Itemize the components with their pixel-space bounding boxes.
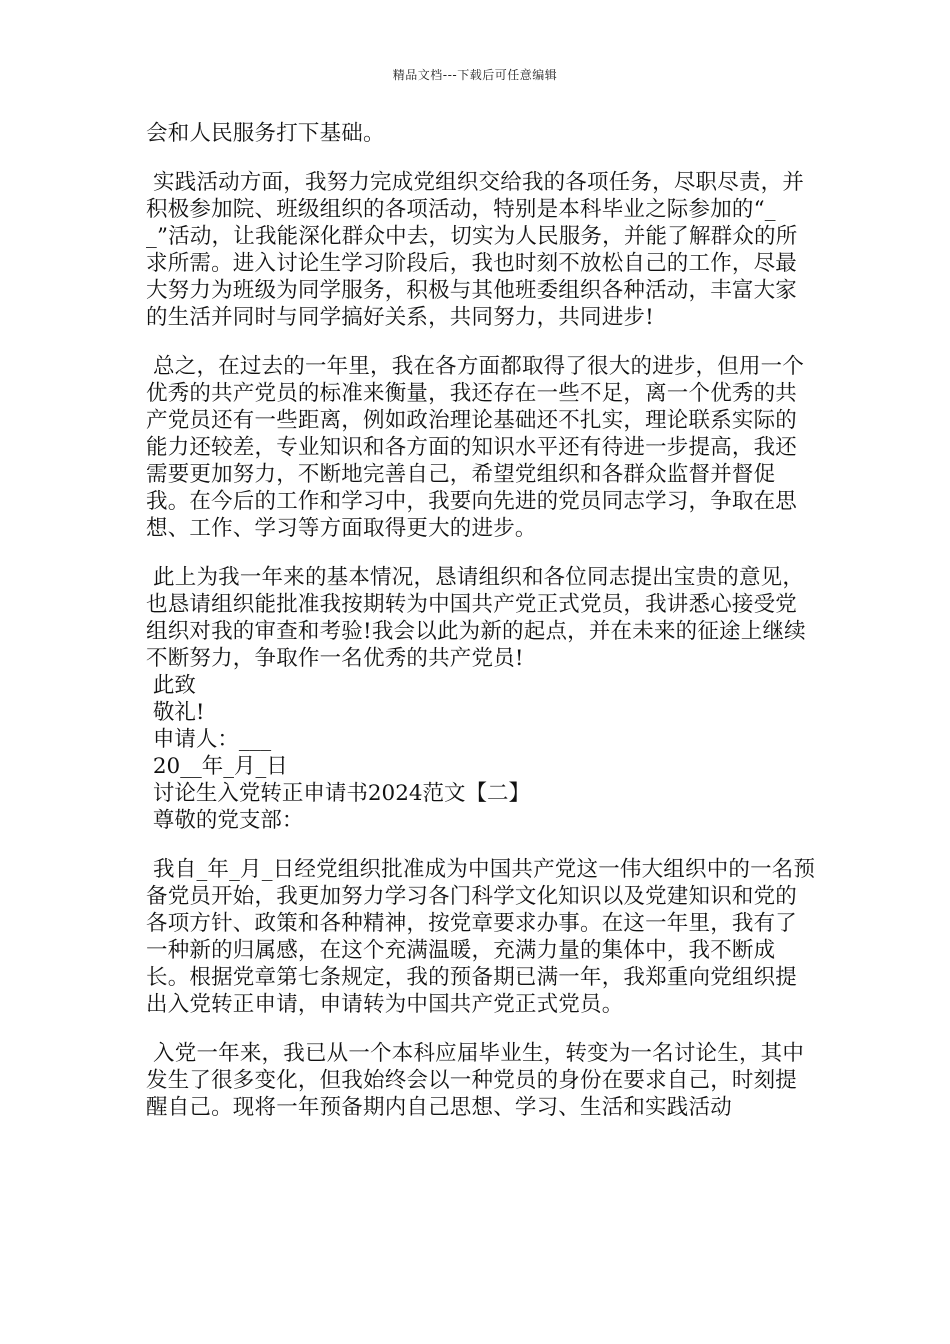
paragraph-intro: 我自_年_月_日经党组织批准成为中国共产党这一伟大组织中的一名预备党员开始，我更加努力学习各门科学文化知识以及党建知识和党的各项方针、政策和各种精神，按党章要求办事。在这一年里，我有了一种新的归属感，在这个充满温暖，充满力量的集体中，我不断成长。根据党章第七条规定，我的预备期已满一年，我郑重向党组织提出入党转正申请，申请转为中国共产党正式党员。: [146, 857, 816, 1017]
paragraph-continuation: 会和人民服务打下基础。: [146, 121, 385, 146]
applicant-line: 申请人：___: [146, 727, 272, 752]
date-line: 20__年_月_日: [146, 754, 288, 779]
salutation: 尊敬的党支部：: [146, 808, 304, 833]
paragraph-practice-activities: 实践活动方面，我努力完成党组织交给我的各项任务，尽职尽责，并积极参加院、班级组织的各项活动，特别是本科毕业之际参加的“__”活动，让我能深化群众中去，切实为人民服务，并能了解群众的所求所需。进入讨论生学习阶段后，我也时刻不放松自己的工作，尽最大努力为班级为同学服务，积极与其他班委组织各种活动，丰富大家的生活并同时与同学搞好关系，共同努力，共同进步!: [146, 170, 805, 330]
paragraph-request: 此上为我一年来的基本情况，恳请组织和各位同志提出宝贵的意见，也恳请组织能批准我按期转为中国共产党正式党员，我讲悉心接受党组织对我的审查和考验!我会以此为新的起点，并在未来的征途上继续不断努力，争取作一名优秀的共产党员!: [146, 565, 806, 671]
page-header: 精品文档---下载后可任意编辑: [392, 68, 558, 82]
paragraph-summary: 总之，在过去的一年里，我在各方面都取得了很大的进步，但用一个优秀的共产党员的标准来衡量，我还存在一些不足，离一个优秀的共产党员还有一些距离，例如政治理论基础还不扎实，理论联系实际的能力还较差，专业知识和各方面的知识水平还有待进一步提高，我还需要更加努力，不断地完善自己，希望党组织和各群众监督并督促我。在今后的工作和学习中，我要向先进的党员同志学习，争取在思想、工作、学习等方面取得更大的进步。: [146, 354, 805, 541]
paragraph-one-year: 入党一年来，我已从一个本科应届毕业生，转变为一名讨论生，其中发生了很多变化，但我始终会以一种党员的身份在要求自己，时刻提醒自己。现将一年预备期内自己思想、学习、生活和实践活动: [146, 1041, 805, 1120]
closing-cizhi: 此致: [146, 673, 196, 698]
section-title: 讨论生入党转正申请书2024范文【二】: [146, 781, 531, 806]
closing-jingli: 敬礼!: [146, 700, 205, 725]
document-body: [146, 120, 818, 1121]
